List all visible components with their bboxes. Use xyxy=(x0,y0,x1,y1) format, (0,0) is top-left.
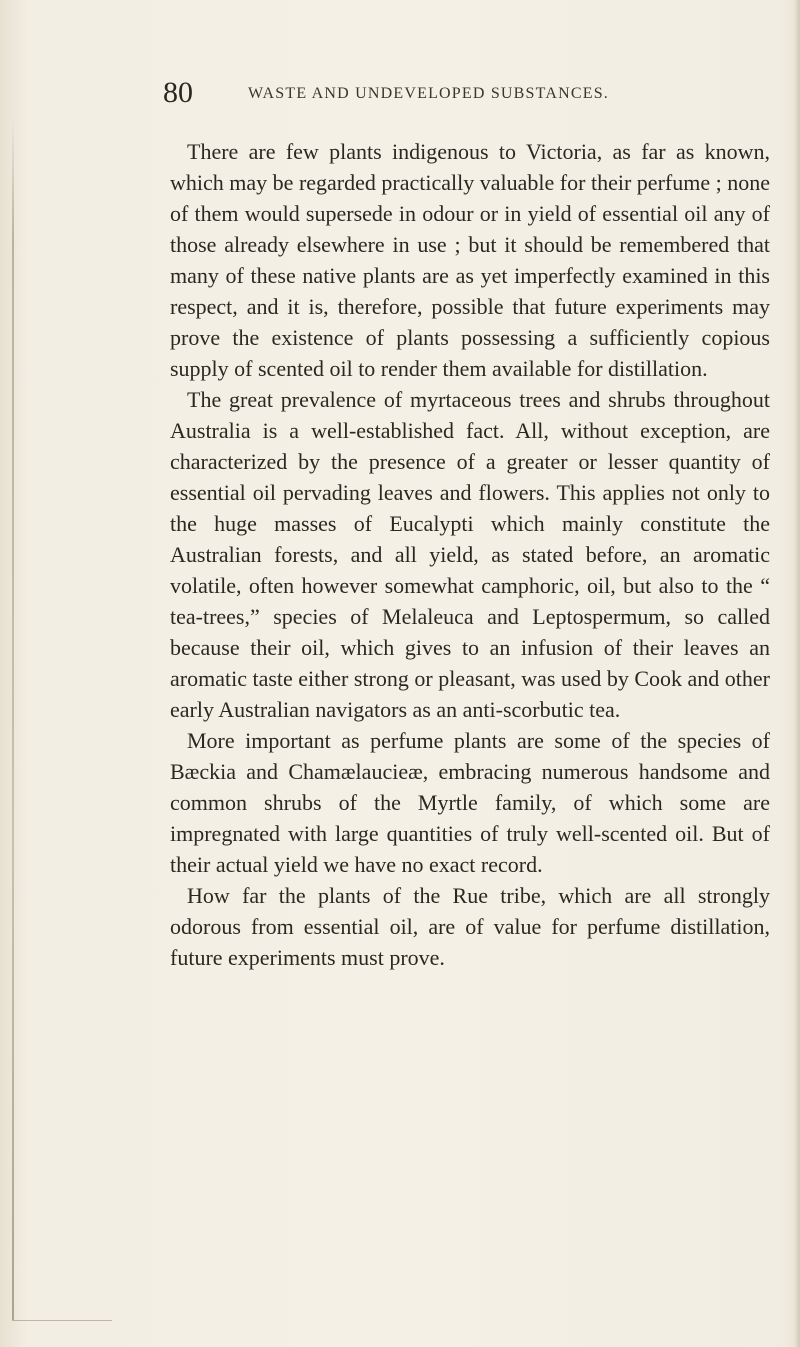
paragraph-victoria-plants: There are few plants indigenous to Victoria, as far as known, which may be regarded practically valuable for their perfume ; none of them would supersede in odour or in yield of essential oil any of those already elsewhere in use ; but it should be remembered that many of these native plants are as yet imperfectly examined in this respect, and it is, therefore, possible that future experiments may prove the existence of plants possessing a sufficiently copious supply of scented oil to render them available for distillation. xyxy=(170,139,770,381)
paragraph-rue-tribe: How far the plants of the Rue tribe, which are all strongly odorous from essential oil, are of value for perfume distillation, future experiments must prove. xyxy=(170,883,770,970)
gutter-shadow xyxy=(12,120,14,1320)
running-head: WASTE AND UNDEVELOPED SUBSTANCES. xyxy=(248,85,609,102)
page-corner-line xyxy=(12,1320,112,1321)
page-number: 80 xyxy=(163,76,193,109)
page-edge-shadow xyxy=(794,0,800,1347)
body-text xyxy=(170,136,770,973)
paragraph-myrtaceous-trees: The great prevalence of myrtaceous trees and shrubs throughout Australia is a well-established fact. All, without exception, are characterized by the presence of a greater or lesser quantity of essential oil pervading leaves and flowers. This applies not only to the huge masses of Eucalypti which mainly constitute the Australian forests, and all yield, as stated before, an aromatic volatile, often however somewhat camphoric, oil, but also to the “ tea-trees,” species of Melaleuca and Leptospermum, so called because their oil, which gives to an infusion of their leaves an aromatic taste either strong or pleasant, was used by Cook and other early Australian navigators as an anti-scorbutic tea. xyxy=(170,387,770,722)
paragraph-perfume-plants: More important as perfume plants are some of the species of Bæckia and Chamælaucieæ, embracing numerous handsome and common shrubs of the Myrtle family, of which some are impregnated with large quantities of truly well-scented oil. But of their actual yield we have no exact record. xyxy=(170,728,770,877)
page-header xyxy=(163,73,693,113)
